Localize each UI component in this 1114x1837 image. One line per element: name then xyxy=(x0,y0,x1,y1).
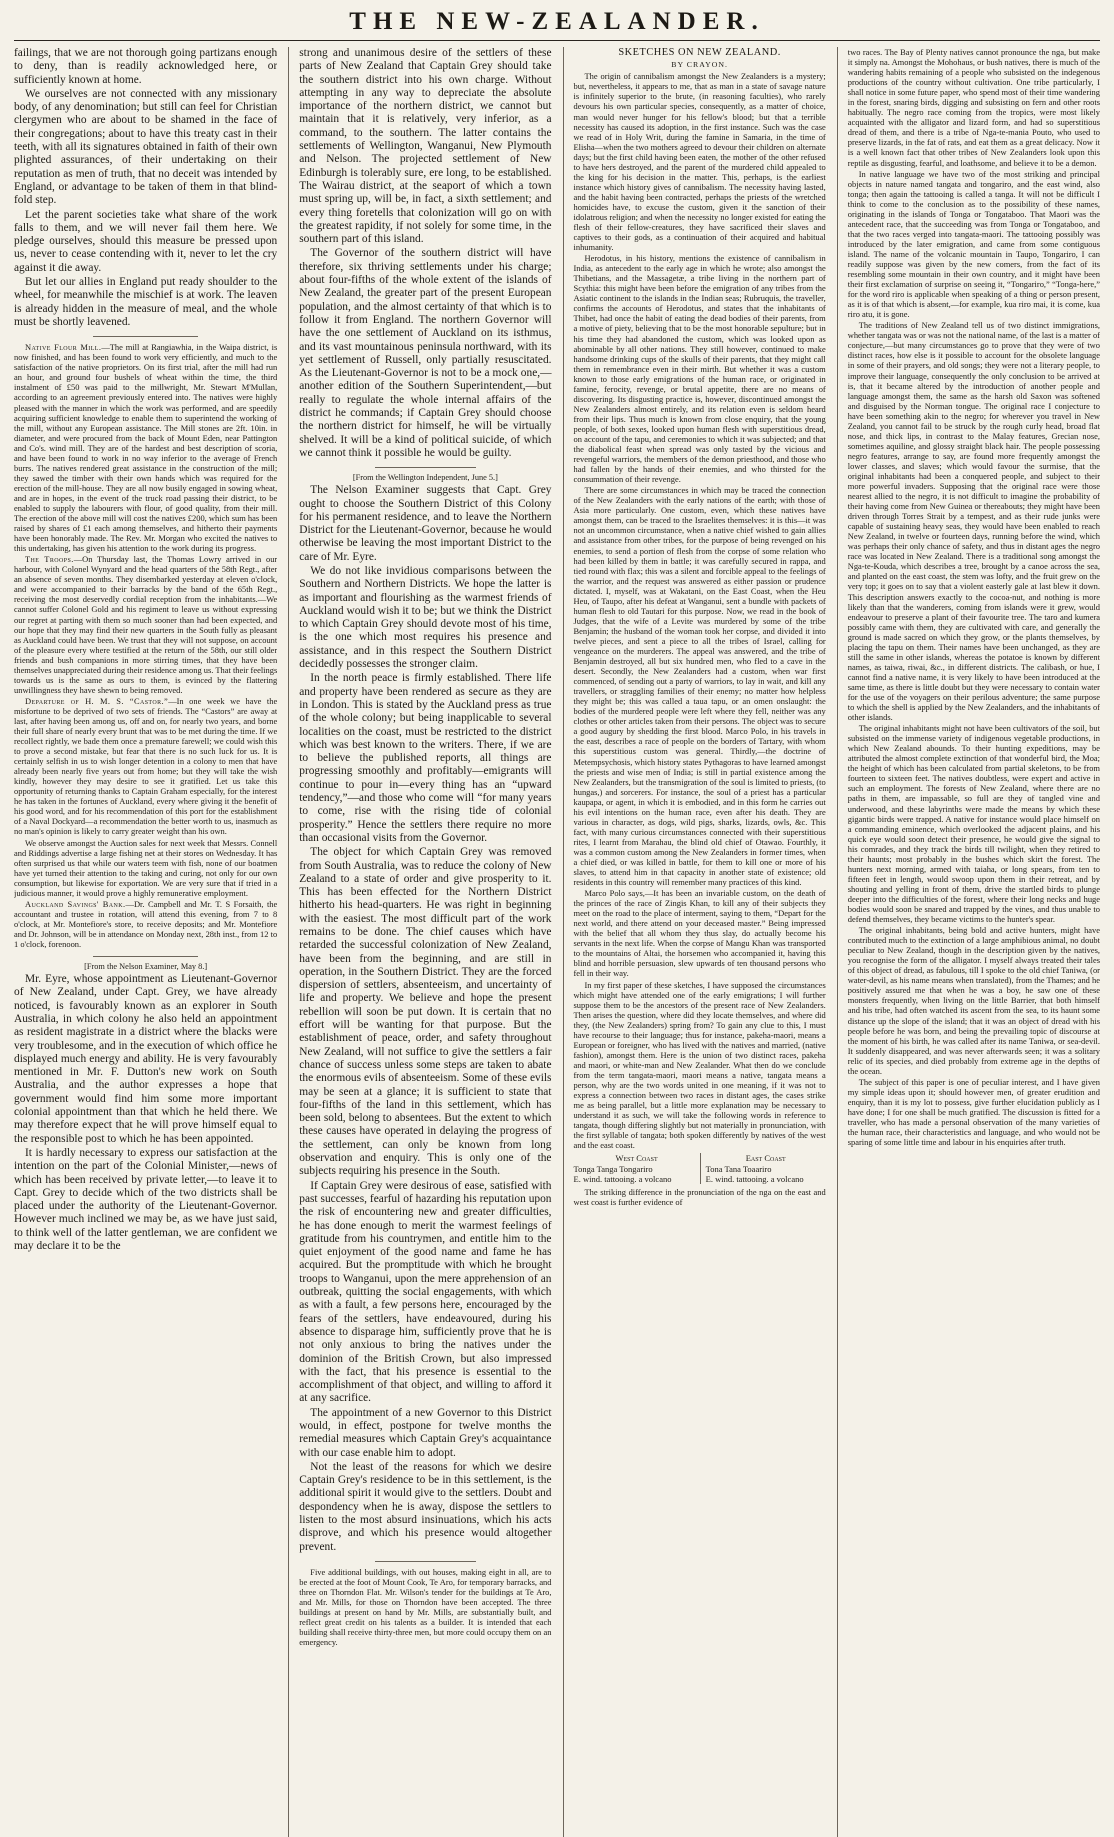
article-paragraph: failings, that we are not thorough going partizans enough to deny, than is readily acknowledged here, or sufficiently known at home. xyxy=(14,47,278,86)
article-paragraph: The striking difference in the pronunciation of the nga on the east and west coast is further evidence of xyxy=(573,1186,826,1207)
east-coast-heading: East Coast xyxy=(745,1153,786,1164)
news-item-body: —On Thursday last, the Thomas Lowry arrived in our harbour, with Colonel Wynyard and the head quarters of the 58th Regt., after an absence of seven months. They disembarked yesterday at eleven o'clock, and were accompanied to their barracks by the band of the 65th Regt., receiving the most deservedly cordial reception from the inhabitants.—We cannot suffer Colonel Gold and his regiment to leave us without expressing our regret at parting with them so much sooner than had been expected, and our hope that they may find their new quarters in the South fully as pleasant as Auckland could have been. We trust that they will not suppose, on account of the pleasure every where testified at the return of the 58th, our still older friends and bush companions in more stirring times, that they have been themselves unappreciated during their residence among us. That their feelings towards us is the same as ours to them, is evinced by the flattering unwillingness they have shewn to being removed. xyxy=(14,554,278,695)
article-headline: SKETCHES ON NEW ZEALAND. xyxy=(618,47,781,58)
news-item-heading: Departure of H. M. S. “Castor.” xyxy=(25,695,169,706)
news-item-body: —Dr. Campbell and Mr. T. S Forsaith, the accountant and trustee in rotation, will attend this evening, from 7 to 8 o'clock, at Mr. Montefiore's store, to receive deposits; and Mr. Montefiore and Dr. Johnson, will be in attendance on Monday next, 28th inst., from 12 to 1 o'clock, forenoon. xyxy=(14,898,278,949)
news-item-barracks: Five additional buildings, with out houses, making eight in all, are to be erected at the foot of Mount Cook, Te Aro, for temporary barracks, and three on Thorndon Flat. Mr. Wilson's tender for the buildings at Te Aro, and Mr. Mills, for those on Thorndon have been accepted. The three buildings at present on hand by Mr. Mills, are substantially built, and reflect great credit on his talents as a builder. It is intended that each building shall receive thirty-three men, but more could occupy them on an emergency. xyxy=(299,1566,552,1648)
news-item-heading: Native Flour Mill. xyxy=(25,342,102,353)
article-paragraph: Marco Polo says,—It has been an invariable custom, on the death of the princes of the race of Zingis Khan, to kill any of their subjects they meet on the road to the place of interment, saying to them, “Depart for the next world, and there attend on your deceased master.” Being impressed with the belief that all whom they thus slay, do actually become his servants in the next life. When the corpse of Mangu Khan was transported to the mountains of Altai, the horsemen who accompanied it, having this blind and horrible persuasion, slew upwards of ten thousand persons who fell in their way. xyxy=(573,888,826,979)
article-paragraph: two races. The Bay of Plenty natives cannot pronounce the nga, but make it simply na. Amongst the Mohohaus, or bush natives, there is much of the wandering habits remaining of a people who subsisted on the indegenous productions of the country without cultivation. One tribe particularly, I shall notice in some future paper, who spend most of their time wandering in the forest, snaring birds, digging and subsisting on fern and other roots habitually. The negro race coming from the tropics, were most likely acquainted with the alligator and lizard form, and had so superstitious dread of them, and there is a tribe of Nga-te-mania Pouto, who used to preserve lizards, in the fat of rats, and eat them as a great delicacy. Now it is a well known fact that other tribes of New Zealanders look upon this reptile as disgusting, fearful, and loathsome, and believe it to be a demon. xyxy=(847,47,1100,168)
article-paragraph: The origin of cannibalism amongst the New Zealanders is a mystery; but, nevertheless, it appears to me, that as man in a state of savage nature is infinitely superior to the brute, (in reasoning faculties), who rarely devours his own particular species, consequently, as a matter of choice, man would never hunger for his fellow's blood; but that a terrible necessity has caused its adoption, in the first instance. Such was the case we read of in Holy Writ, during the famine in Samaria, in the time of Elisha—when the two mothers agreed to devour their children on alternate days; but the first child having been eaten, the mother of the other refused to have hers destroyed, and the parent of the murdered child appealed to the king for his decision in the matter. This, perhaps, is the earliest instance which history gives of cannibalism. The necessity having lasted, and the habit having been contracted, perhaps the priests of the wretched homicides have, to excuse the custom, given it the sanction of their idolatrous religion; and when the necessity no longer existed for eating the flesh of their fellow-creatures, they have sacrificed their slaves and captives to their gods, as a continuation of their acquired and habitual inhumanity. xyxy=(573,71,826,253)
news-item-auction: We observe amongst the Auction sales for next week that Messrs. Connell and Riddings advertise a large fishing net at their stores on Wednesday. It has often surprised us that while our waters teem with fish, none of our boatmen have yet turned their attention to the taking and curing, not only for our own consumption, but likewise for exportation. We are very sure that if tried in a judicious manner, it would prove a highly remunerative employment. xyxy=(14,837,278,898)
article-paragraph: strong and unanimous desire of the settlers of these parts of New Zealand that Captain Grey should take the southern district into his own charge. Without attempting in any way to depreciate the absolute importance of the northern district, we cannot but maintain that it is relatively, very inferior, as a command, to the southern. The latter contains the settlements of Wellington, Wanganui, New Plymouth and Nelson. The projected settlement of New Edinburgh is tolerably sure, ere long, to be established. The Wairau district, at the seaport of which a town must spring up, will be, in fact, a sixth settlement; and every thing foretells that colonization will go on with the greatest rapidity, if not solely for some time, in the southern part of this island. xyxy=(299,47,552,246)
east-coast-words: Tona Tana Toaariro xyxy=(705,1163,772,1174)
news-item-savings-bank xyxy=(14,899,277,949)
source-note: [From the Wellington Independent, June 5.] xyxy=(352,473,498,483)
east-coast-meanings: E. wind. tattooing. a volcano xyxy=(705,1173,804,1184)
article-paragraph: There are some circumstances in which may be traced the connection of the New Zealanders with the early nations of the earth; with those of Asia more particularly. One custom, even, which these natives have amongst them, can be traced to the Israelites themselves: it is this—it was not an uncommon circumstance, when a native chief wished to gain allies and assistance from other tribes, for the purpose of being revenged on his enemies, to send a portion of flesh from the corpse of some relation who had been killed by them in battle; it was carefully secured in rappa, and tied round with flax; this was a silent and forcible appeal to the feelings of the warrior, and the request was answered as either passion or prudence dictated. I, myself, was at Wakatani, on the East Coast, when the Heu Heu, of Taupo, after his defeat at Wanganui, sent a bundle with packets of human flesh to old Tautari for this purpose. Now, we read in the book of Judges, that the wife of a Levite was murdered by some of the tribe Benjamin; the husband of the woman took her corpse, and divided it into twelve pieces, and sent a piece to all the tribes of Israel, calling for vengeance on the murderers. The appeal was answered, and the tribe of Benjamin destroyed, all but six hundred men, who fled to a cave in the desert. Secondly, the New Zealanders had a custom, when war first commenced, of sending out a party of warriors, to lay in wait, and kill any travellers, or straggling families of their enemy; no matter how helpless they might be; this was called a taua tapu, or an omen onslaught: the bodies of the murdered people were left where they fell, neither was any clothes or other articles taken from their persons. The object was to secure a good augury by shedding the first blood. Marco Polo, in his travels in the east, describes a race of people on the borders of Tartary, with whom this superstitious custom was general. Thirdly,—the doctrine of Metempsychosis, which history states Pythagoras to have learned amongst the priests and wise men of India; is still in partial existence among the New Zealanders, but the transmigration of the soul is limited to priests, (to hungas,) and sorcerers. For instance, the soul of a priest has a particular kaupapa, or agent, in which it is embodied, and in this form he carries out his evil intentions on the human race, even after his death. They are various in character, as dogs, wild pigs, sharks, lizards, owls, &c. This fact, with many curious circumstances connected with their superstitious rites, I learnt from Marahau, the blind old chief of Otawao. Fourthly, it was a common custom among the New Zealanders in former times, when a chief died, or was killed in battle, for them to kill one or more of his slaves, to attend him in that capacity in another state of existence; old residents in this country will remember many practices of this kind. xyxy=(573,485,826,888)
west-coast-words: Tonga Tanga Tongariro xyxy=(573,1163,653,1174)
article-byline: BY CRAYON. xyxy=(671,60,728,70)
article-paragraph: Herodotus, in his history, mentions the existence of cannibalism in India, as antecedent to the early age in which he wrote; also amongst the Thibetians, and the Massagetæ, a tribe living in the northern part of Scythia: this might have been before the emigration of any tribes from the Asiatic continent to the islands in the Indian seas; Rubruquis, the traveller, confirms the accounts of Herodotus, and states that the inhabitants of Thibet, had once the habit of eating the dead bodies of their parents, from a motive of piety, believing that to be the most honorable sepulture; but in his time they had abandoned the custom, which was looked upon as abominable by all other nations. They still however, continued to make handsome drinking cups of the skulls of their parents, that they might call them in remembrance even in their mirth. But whether it was a custom known to those early emigrations of the human race, or originated in famine, ferocity, revenge, or brutal appetite, there are no means of discovering. Its disgusting practice is, however, discontinued amongst the New Zealanders almost entirely, and its relation even is seldom heard from their lips. Thus much is known from close enquiry, that the young people, of both sexes, looked upon human flesh with superstitious dread, on account of the tapu, and ceremonies to which it was subjected; and that the diabolical feast when spread was only tasted by the vicious and revengeful warriors, the members of the demon priesthood, and those who had fallen by the hands of their enemies, and who thirsted for the consummation of their revenge. xyxy=(573,253,826,485)
article-paragraph: Not the least of the reasons for which we desire Captain Grey's residence to be in this settlement, is the additional spirit it would give to the settlers. Doubt and despondency when he is away, dispose the settlers to listen to the most absurd insinuations, which his acts disprove, and which his presence would altogether prevent. xyxy=(299,1460,552,1553)
article-paragraph: We ourselves are not connected with any missionary body, of any denomination; but still can feel for Christian clergymen who are about to be shamed in the face of their congregations; about to have this treaty cast in their teeth, with all its signatures obtained in faith of their own plighted assurances, of their undertaking on their reputation as men of truth, that no deceit was intended by England, or advantage to be taken of them in that blind-fold step. xyxy=(14,87,278,207)
article-paragraph: We do not like invidious comparisons between the Southern and Northern Districts. We hope the latter is as important and flourishing as the warmest friends of Auckland would wish it to be; but we think the District to which Captain Grey should devote most of his time, is the one which most requires his presence and assistance, and in this respect the Southern District decidedly possesses the stronger claim. xyxy=(299,564,552,671)
column-4 xyxy=(837,47,1100,1837)
word-comparison-table xyxy=(574,1153,826,1184)
article-columns xyxy=(14,47,1100,1837)
divider xyxy=(93,336,198,337)
column-1 xyxy=(14,47,277,1837)
column-3 xyxy=(563,47,826,1837)
source-note: [From the Nelson Examiner, May 8.] xyxy=(84,962,208,972)
article-paragraph: In my first paper of these sketches, I have supposed the circumstances which might have attended one of the early emigrations; I will further suppose them to be the ancestors of the present race of New Zealanders. Then arises the question, where did they locate themselves, and where did they, (the New Zealanders) spring from? To gain any clue to this, I must have recourse to their language; thus for instance, pakeha-maori, means a European or foreigner, who has lived with the natives and married, (native fashion), amongst them. Here is the union of two distinct races, pakeha and maori, or white-man and New Zealander. What then do we conclude from the term tangata-maori, maori means a native, tangata means a person, why are the two words united in one meaning, if it was not to express a connection between two races in distant ages, the cases strike me as being parallel, but a little more explanation may be necessary to understand it as such, we will take the following words in reference to tangata, though differing slightly but not materially in pronunciation, with the first syllable of tangata; both spoken differently by natives of the west and the east coast. xyxy=(573,979,826,1151)
article-paragraph: In native language we have two of the most striking and principal objects in nature named tangata and tongariro, and the east wind, also tonga; then again the tattooing is called a tanga. It will not be difficult I think to come to the conclusion as to the possibility of these names, originating in the islands of Tonga or Tongataboo. That Maori was the antecedent race, that the succeeding was from Tonga or Tongataboo, and that the two races verged into tangata-maori. The tattooing possibly was introduced by the later emigration, and came from some contiguous island. The name of the volcanic mountain in Taupo, Tongariro, I can readily suppose was given by the new comers, from the fact of its resembling some mountain in their own country, and it might have been their first exclamation of surprise on seeing it, “Tongariro,” “Tonga-here,” for the word riro is applicable when speaking of a thing or person present, as it is of that which is absent,—for example, kua riro mai, it is come, kua riro atu, it is gone. xyxy=(847,168,1100,320)
masthead: THE NEW-ZEALANDER. xyxy=(14,6,1100,41)
news-item-castor xyxy=(14,696,277,837)
article-paragraph: Mr. Eyre, whose appointment as Lieutenant-Governor of New Zealand, under Capt. Grey, we have already noticed, is favourably known as an explorer in South Australia, in which colony he also held an appointment as resident magistrate in a district where the blacks were very troublesome, and in the execution of which office he displayed much energy and ability. He is very favourably mentioned in Mr. F. Dutton's new work on South Australia, and the author expresses a hope that government would find him some more important colonial appointment than that which he held there. We may therefore expect that he will prove himself equal to the responsible post to which he has been appointed. xyxy=(14,973,278,1145)
divider xyxy=(375,467,476,468)
article-paragraph: In the north peace is firmly established. There life and property have been rendered as secure as they are in London. This is stated by the Auckland press as true of the whole colony; but being inapplicable to several localities on the coast, must be restricted to the district which was best known to the writers. There, if we are to believe the published reports, all things are progressing smoothly and profitably—emigrants will continue to pour in—every thing has an “upward tendency,”—and those who come will “for many years to come, rise with the rising tide of colonial prosperity.” Hence the settlers there require no more than occasional visits from the Governor. xyxy=(299,672,552,844)
news-item-flour-mill xyxy=(14,342,277,553)
article-paragraph: The object for which Captain Grey was removed from South Australia, was to reduce the colony of New Zealand to a state of order and give prosperity to it. This has been effected for the Northern District hitherto his head-quarters. He was right in beginning with the easiest. The most difficult part of the work remains to be done. The chief causes which have retarded the successful colonization of New Zealand, have been from the beginning, and are still in operation, in the Southern District. They are the forced dispersion of settlers, absenteeism, and uncertainty of life and property. We believe and hope the present rebellion will soon be put down. It is certain that no effort will be wanting for that purpose. But the establishment of peace, order, and safety throughout New Zealand, will not suffice to give the settlers a fair chance of success unless some steps are taken to abate the enormous evils of absenteeism. Some of these evils may be seen at a glance; it is sufficient to state that four-fifths of the land in this settlement, which has been sold, belong to absentees. But the extent to which these causes have operated in delaying the progress of the settlement, can only be known from long observation and enquiry. This is only one of the subjects requiring his presence in the South. xyxy=(299,846,552,1178)
news-item-body: —The mill at Rangiawhia, in the Waipa district, is now finished, and has been found to work very efficiently, and much to the satisfaction of the native proprietors. On its first trial, after the mill had run an hour, and ground four bushels of wheat within the time, the third instalment of £50 was paid to the millwright, Mr. Stewart M'Mullan, according to an agreement previously entered into. The natives were highly pleased with the manner in which the work was performed, and are speedily acquiring sufficient knowledge to enable them to superintend the working of the mill, without any European assistance. The Mill stones are 2ft. 10in. in diameter, and were procured from the back of Mount Eden, near Pattington and Co's. wind mill. They are of the hardest and best description of scoria, and have been found to work in no way inferior to the average of French burrs. The natives rendered great assistance in the construction of the mill; they sawed the timber with their own hands which was required for the erection of the mill-house. They are all now busily engaged in sowing wheat, and are in hopes, in the event of the truck road passing their district, to be enabled to supply the labourers with flour, of good quality, from their mill. The erection of the above mill will cost the natives £200, which sum has been raised by shares of £1 each among themselves, and hitherto their payments have been honorably made. The Rev. Mr. Morgan who excited the natives to this undertaking, has given his attention to the work during its progress. xyxy=(14,342,278,554)
article-paragraph: The Governor of the southern district will have therefore, six thriving settlements under his charge; about four-fifths of the whole extent of the islands of New Zealand, the greater part of the present European population, and the almost certainty of that which is to follow it from England. The northern Governor will have the one settlement of Auckland on its isthmus, and its vast mountainous peninsula northward, with its yet settlement of Russell, only partially resuscitated. As the Lieutenant-Governor is not to be a mock one,—another edition of the Southern Superintendent,—but really to regulate the whole internal affairs of the district he commands; if Captain Grey should choose the northern district for himself, he will be virtually shelved. It will be a kind of political suicide, of which we cannot think it possible he would be guilty. xyxy=(299,247,552,459)
column-2 xyxy=(288,47,551,1837)
news-item-heading: The Troops. xyxy=(25,554,74,565)
news-item-body: —In one week we have the misfortune to be deprived of two sets of friends. The “Castors” are away at last, after having been among us, off and on, for nearly two years, and borne their full share of nearly every brunt that was to be met during the time. If we recollect rightly, we bade them once a premature farewell; we could wish this to prove a second mistake, but fear that there is no such luck for us. It is certainly selfish in us to wish longer detention in a colony to men that have already been nearly five years out from home; but they will take the wish kindly, however they may desire to see it gratified. Let us take this opportunity of returning thanks to Captain Graham especially, for the interest he has taken in the fortunes of Auckland, every where giving it the benefit of his good word, and for his recommendation of this port for the establishment of a Naval Dockyard—a recommendation the better worth to us, inasmuch as no man's opinion is likely to carry greater weight than his own. xyxy=(14,695,278,837)
article-paragraph: The traditions of New Zealand tell us of two distinct immigrations, whether tangata was or was not the national name, of the last is a matter of conjecture,—but many circumstances go to prove that they were of two distinct races, how else is it possible to account for the obsolete language in some of their prayers, and old songs; they were not a literary people, to improve their language, consequently the only conclusion to be arrived at is, that it became altered by the introduction of another people and language amongst them, the same as the harsh old Saxon was softened and disguised by the Norman tongue. The original race I conjecture to have been something akin to the negro; for wherever you travel in New Zealand, you cannot fail to be struck by the rough curly head, broad flat nose, and thick lips, in contrast to the Malay features, Grecian nose, sometimes aquiline, and glossy straight black hair. The people possessing negro features, arrange to say, are found more frequently amongst the lower classes, and slaves; which would favour the surmise, that the original inhabitants had been a conquered people, and subject to their more powerful invaders. Supposing that the original race were those nearest allied to the negro, it is not difficult to imagine the probability of their having come from New Guinea or thereabouts; they might have been driven through Torres Strait by a tempest, and as their rude junks were capable of sustaining heavy seas, they would have been enabled to reach New Zealand, in twelve or fourteen days, running before the wind, which was perhaps their only chance of safety, and thus in distant ages the negro race was located in New Zealand. There is a traditional song amongst the Nga-te-Kouda, which describes a tree, brought by a canoe across the sea, and planted on the east coast, the stem was lofty, and the fruit grew on the very top; it goes on to say that a violent easterly gale at last blew it down. This description answers exactly to the cocoa-nut, and nothing is more likely than that the wanderers, coming from islands were it grew, would endeavour to preserve a plant of their favourite tree. The taro and kumera possibly came with them, they are cultivated with care, and generally the ground is made sacred on which they grow, or the plants themselves, by placing the tapu on them. Their names have been unchanged, as they are still the same in other islands, whereas the potatoe is known by different names, as taiwa, riwai, &c., in different districts. The calibash, or hue, I cannot find a native name, it is very likely to have been introduced at the same time, as there is little doubt but they were necessary to contain water for the use of the voyagers on their perilous adventure; the same purpose to which the shell is applied by the New Zealanders, and the inhabitants of other islands. xyxy=(847,320,1100,723)
article-paragraph: The original inhabitants, being bold and active hunters, might have contributed much to the extinction of a large amphibious animal, no doubt peculiar to New Zealand, though in the description given by the natives, you recognise the form of the alligator. I myself always treated their tales of this object of dread, as fabulous, till I spoke to the old chief Taniwa, (or water-devil, as his name means when translated), from the Thames; and he positively assured me that when he was a boy, he saw one of these monsters frequently, when living on the little Barrier, that both himself and his tribe, had often watched its ascent from the sea, to its haunt some distance up the slope of the island; that it was an object of dread with his people before he was born, and being the prevailing topic of discourse at the moment of his birth, he was called after its name Taniwa, or sea-devil. It suddenly disappeared, and was never afterwards seen; it was a solitary relic of its species, and died probably from extreme age in the depths of the ocean. xyxy=(847,925,1100,1076)
news-item-heading: Auckland Savings' Bank. xyxy=(25,898,126,909)
article-paragraph: The subject of this paper is one of peculiar interest, and I have given my simple ideas upon it; should however men, of greater erudition and enquiry, than it is my lot to possess, give further elucidation publicly as I have done; I for one shall be much gratified. The discussion is fitted for a traveller, who has made a personal observation of the many varieties of the human race, their characteristics and language, and who would not be sparing of some little time and labour in his enquiries after truth. xyxy=(847,1076,1100,1148)
article-paragraph: Let the parent societies take what share of the work falls to them, and we will never fail them here. We pledge ourselves, should this measure be pressed upon us, never to cease contending with it, never to let the cry against it die away. xyxy=(14,208,278,274)
article-paragraph: The appointment of a new Governor to this District would, in effect, postpone for twelve months the remedial measures which Captain Grey's acquaintance with our case enable him to adopt. xyxy=(299,1406,552,1459)
divider xyxy=(93,956,198,957)
west-coast-heading: West Coast xyxy=(615,1153,658,1164)
article-paragraph: But let our allies in England put ready shoulder to the wheel, for meanwhile the mischief is at work. The leaven is already hidden in the measure of meal, and the whole must be shortly leavened. xyxy=(14,276,278,328)
west-coast-meanings: E. wind. tattooing. a volcano xyxy=(573,1173,672,1184)
east-coast-column xyxy=(700,1153,826,1184)
article-paragraph: It is hardly necessary to express our satisfaction at the intention on the part of the Colonial Minister,—news of which has been received by private letter,—to leave it to Capt. Grey to decide which of the two districts shall be placed under the authority of the Lieutenant-Governor. However much inclined we may be, as we have just said, to think well of the latter gentleman, we are confident we may declare it to be the xyxy=(14,1146,278,1252)
divider xyxy=(375,1561,476,1562)
article-paragraph: The Nelson Examiner suggests that Capt. Grey ought to choose the Southern District of this Colony for his permanent residence, and to leave the Northern District for the Lieutenant-Governor, because he would otherwise be leaving the most important District to the care of Mr. Eyre. xyxy=(299,484,552,563)
article-paragraph: If Captain Grey were desirous of ease, satisfied with past successes, fearful of hazarding his reputation upon the risk of encountering new and greater difficulties, he has done enough to merit the warmest feelings of gratitude from his countrymen, and entitle him to the quiet enjoyment of the good name and fame he has acquired. But the promptitude with which he brought troops to Wanganui, upon the mere apprehension of an outbreak, quitting the social engagements, with which as with a fault, a few persons here, encouraged by the fears of the settlers, have endeavoured, during his absence to disparage him, sufficiently prove that he is not only anxious to bring the natives under the dominion of the British Crown, but also impressed with the fact, that his presence is essential to the accomplishment of that object, and willing to afford it at any sacrifice. xyxy=(299,1179,552,1405)
article-paragraph: The original inhabitants might not have been cultivators of the soil, but subsisted on the immense variety of indigenous vegetable productions, in which New Zealand abounds. To their hunting expeditions, may be attributed the almost complete extinction of that wonderful bird, the Moa; the height of which has been calculated from partial skeletons, to be from fourteen to sixteen feet. The natives doubtless, were expert and active in such an employment. The forests of New Zealand, where there are no paths in them, are impassable, so full are they of tangled vine and underwood, and these labyrinths were made the means by which these gigantic birds were trapped. A native for instance would place himself on a commanding eminence, which overlooked the adjacent plains, and his quick eye would soon detect their presence, he would give the signal to his comrades, and they track the birds till twilight, when they retired to their haunts; most probably in the bushes which skirt the forest. The hunters next morning, armed with taiaha, or long spears, from ten to fifteen feet in length, would swoop upon them in their retreat, and by shouting and yelling in front of them, drive the startled birds to plunge deeper into the difficulties of the forest, where their long necks and huge bodies would soon be snared and trapped by the vines, and thus unable to defend themselves, they became victims to the hunter's spear. xyxy=(847,723,1100,925)
news-item-troops xyxy=(14,554,277,695)
west-coast-column xyxy=(574,1153,700,1184)
